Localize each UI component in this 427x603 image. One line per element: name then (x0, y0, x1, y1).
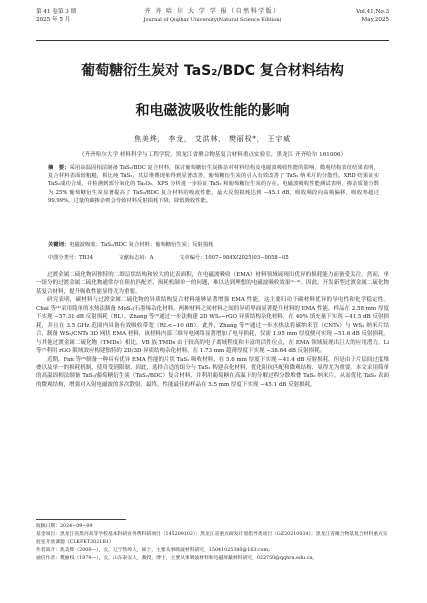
abstract-text: 采用高温固相法制备 TaS₂/BDC 复合材料，探讨葡萄糖衍生炭掺杂对材料结构及电磁波吸收性能的影响，微观结构表征结果表明，复合材料表面较粗糙，相比纯 TaS₂，其层堆叠现象得到显著改善，葡萄糖衍生炭的引入有效改善了 TaS₂ 纳米片的分散性。XRD 结果证实 TaS₂成功合成，并检测到部分氧化的 Ta₂O₅，XPS 分析进一步验证 TaS₂ 和葡萄糖衍生炭的存在。电磁波吸收性能测试表明，掺杂质量分数为 25% 葡萄糖衍生炭显著提高了 TaS₂/BDC 复合材料的吸波性能，最大反射损耗达到 −45.1 dB，吸收频段向高频偏移，吸收率超过 99.99%，过量的碳掺杂则会导致材料反射损耗下降，降低吸收性能。 (48, 165, 379, 204)
header-journal-name (36, 8, 389, 24)
header-month-year: May,2025 (361, 17, 389, 23)
footnote-author: 作者简介：焦美烨（2000—），女，辽宁铁岭人，硕士，主要从事吸波材料研究，15041025380@163.com。 (36, 548, 273, 553)
running-header (36, 8, 389, 38)
body-paragraph-2: 研究表明，碳材料与过渡金属二硫化物的异质结构复合材料能够显著增强 EMA 性能，这主要归功于碳材料优异的导电性和化学稳定性。Chai 等⁽⁴⁾采用简单的水热法制备 MoS₂/石墨烯杂化材料，两种材料之间材料之间的异质界面显著提升材料的 EMA 性能，样品在 2.58 mm 厚度下实现 −57.31 dB 反射损耗（RL）。Zhang 等⁽⁵⁾通过一步法构建 2D WS₂−rGO 异质结构杂化材料，在 40% 填充量下实现 −41.5 dB 反射损耗，并且在 3.5 GHz 范围内具备有效吸收带宽（RL<−10 dB）。此外，Zhang 等⁽⁶⁾通过一步水热法将碳纳米管（CNTs）与 WS₂ 纳米片结合，制备 WS₂/CNTs 3D 网状 EMA 材料，该材料内部三维导电网络显著增加了电导损耗，仅需 1.95 mm 厚度便可实现 −51.6 dB 反射损耗。与其他过渡金属二硫化物（TMDs）相比，VB 族 TMDs 由于较高的电子离域程度和丰富的活性位点，在 EMA 领域展现出巨大的应用潜力。Li 等⁽⁷⁾利用 rGO 限域效应构建独特的 2D/3D 异质结构杂化材料，在 1.73 mm 超薄厚度下实现 −38.64 dB 反射损耗。 (36, 297, 389, 355)
body-paragraph-1: 过渡金属二硫化物因独特的二维层状结构和较大的比表面积，在电磁波吸收（EMA）材料领域展现出优异的损耗能力而备受关注。然而，单一组分的过渡金属二硫化物通常存在阻抗匹配差、损耗机制单一的问题，难以达到理想的电磁波吸收效果⁽¹⁻³⁾。因此，开发新型过渡金属二硫化物基复合材料，提升吸收性能显得尤为重要。 (36, 272, 389, 295)
body-paragraph-3: 近期，Fan 等⁽⁸⁾制备一种具有优异 EMA 性能的片状 TaS₂ 吸收材料，在 5.6 mm 厚度下实现 −41.4 dB 反射损耗。但是由于片层间过度堆叠以及单一的损耗机制，使用受到限制。因此，选择合适的组分与 TaS₂ 构建杂化材料，优化阻抗匹配和微观结构，显得尤为重要。本文采用简单的高温固相法制备 TaS₂/葡萄糖衍生炭（TaS₂/BDC）复合材料，并利用葡萄糖在高温下的分解过程分散堆叠 TaS₂ 纳米片，从而优化 TaS₂ 表面的微观结构，增强对入射电磁波的多次散射。最终，性能最佳的样品在 5.5 mm 厚度下实现 −45.1 dB 反射损耗。 (36, 356, 389, 388)
journal-name-cn: 齐 齐 哈 尔 大 学 学 报（自然科学版） (144, 8, 281, 15)
header-date: 2025 年 5 月 (36, 17, 71, 23)
author-affiliation: （齐齐哈尔大学 材料科学与工程学院，黑龙江省聚合物基复合材料重点实验室，黑龙江 齐齐哈尔 161006） (78, 152, 347, 158)
journal-name-en: Journal of Qiqihar University(Natural Science Edition) (143, 17, 282, 23)
article-title-line1: 葡萄糖衍生炭对 TaS₂/BDC 复合材料结构 (81, 63, 344, 79)
document-code: 文献标志码：A (118, 255, 154, 261)
article-body (36, 271, 389, 389)
article-title-line2: 和电磁波吸收性能的影响 (135, 103, 290, 119)
abstract (48, 164, 379, 205)
keywords (48, 241, 379, 249)
footnote-corresponding: 通信作者：樊丽权（1979—），女，山东泰安人，教授，博士，主要从事吸波材料和电磁屏蔽材料研究，022750@qqhru.edu.cn。 (36, 556, 318, 561)
keywords-text: 电磁波吸收；TaS₂/BDC 复合材料；葡萄糖衍生炭；反射损耗 (69, 242, 214, 248)
header-divider (36, 40, 389, 41)
footnote-funding: 基金项目：黑龙江省黑河高等学校基本科研业务费科研项目（145209102）；黑龙江省重点研发计划指导类项目（GZ20210034）；黑龙江省聚合物基复合材料重点实验室开放课题（CLKFKT2021B1） (36, 532, 388, 545)
header-vol-no: Vol.41,No.3 (356, 9, 389, 15)
header-volume-en (356, 8, 389, 24)
footnote-divider (36, 519, 126, 520)
keywords-label: 关键词： (48, 242, 70, 248)
header-issue: 第 41 卷第 3 期 (36, 9, 77, 15)
footnote-received: 收稿日期：2024−09−09 (36, 524, 93, 529)
article-number: 文章编号：1007−984X(2025)03−0058−05 (179, 255, 289, 261)
author-list: 焦美烨， 李龙， 艾洪林， 樊丽权*， 王宇威 (134, 135, 291, 143)
footnotes (36, 523, 389, 563)
clc-number: 中图分类号：TB34 (48, 255, 93, 261)
classification-meta (48, 254, 379, 262)
abstract-label: 摘 要： (48, 165, 70, 171)
